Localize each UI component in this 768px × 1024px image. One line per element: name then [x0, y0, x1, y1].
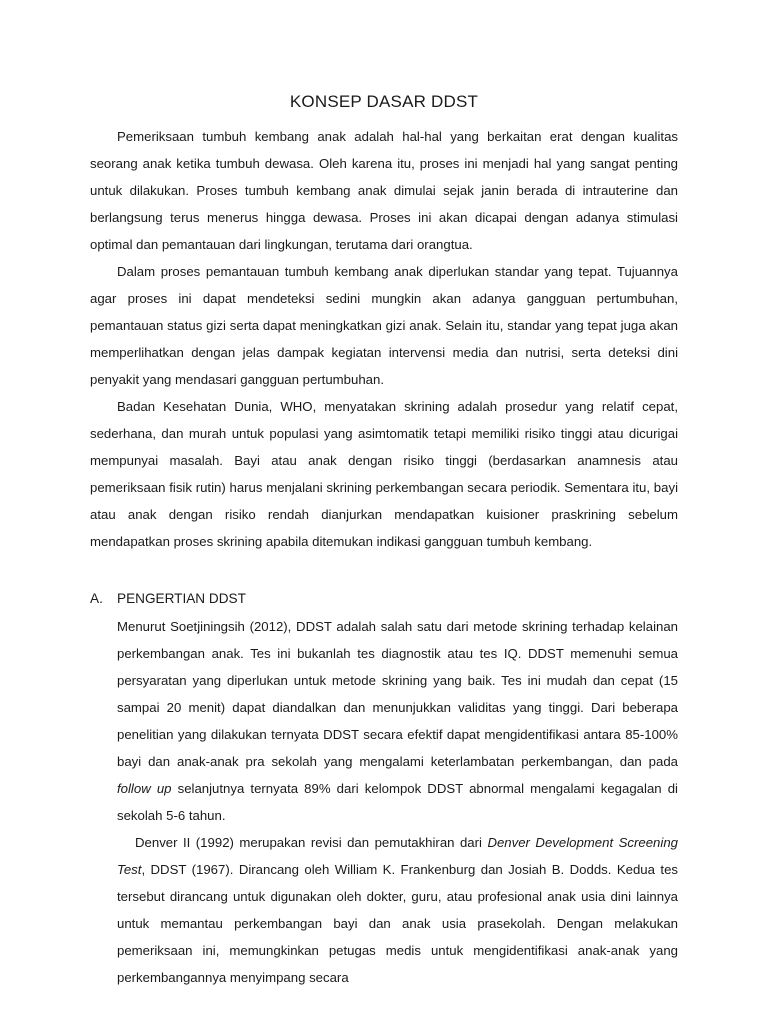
section-p1-text-start: Menurut Soetjiningsih (2012), DDST adalah salah satu dari metode skrining terhadap kelainan perkembangan anak. Tes ini bukanlah tes diagnostik atau tes IQ. DDST memenuhi semua persyaratan yang diperlukan untuk metode skrining yang baik. Tes ini mudah dan cepat (15 sampai 20 menit) dapat diandalkan dan menunjukkan validitas yang tinggi. Dari beberapa penelitian yang dilakukan ternyata DDST secara efektif dapat mengidentifikasi antara 85-100% bayi dan anak-anak pra sekolah yang mengalami keterlambatan perkembangan, dan pada	[117, 619, 678, 769]
document-title: KONSEP DASAR DDST	[289, 92, 479, 111]
section-p1-italic-term: follow up	[117, 781, 172, 796]
intro-paragraph-2: Dalam proses pemantauan tumbuh kembang anak diperlukan standar yang tepat. Tujuannya agar proses ini dapat mendeteksi sedini mungkin akan adanya gangguan pertumbuhan, pemantauan status gizi serta dapat meningkatkan gizi anak. Selain itu, standar yang tepat juga akan memperlihatkan dengan jelas dampak kegiatan intervensi media dan nutrisi, serta deteksi dini penyakit yang mendasari gangguan pertumbuhan.	[90, 264, 678, 387]
document-page	[90, 92, 678, 991]
intro-paragraph-3: Badan Kesehatan Dunia, WHO, menyatakan skrining adalah prosedur yang relatif cepat, sederhana, dan murah untuk populasi yang asimtomatik tetapi memiliki risiko tinggi atau dicurigai mempunyai masalah. Bayi atau anak dengan risiko tinggi (berdasarkan anamnesis atau pemeriksaan fisik rutin) harus menjalani skrining perkembangan secara periodik. Sementara itu, bayi atau anak dengan risiko rendah dianjurkan mendapatkan kuisioner praskrining sebelum mendapatkan proses skrining apabila ditemukan indikasi gangguan tumbuh kembang.	[90, 399, 678, 549]
section-p1-text-end: selanjutnya ternyata 89% dari kelompok DDST abnormal mengalami kegagalan di sekolah 5-6 tahun.	[117, 781, 678, 823]
section-p2-italic-term: Denver Development Screening Test	[117, 835, 678, 877]
section-heading-text: PENGERTIAN DDST	[117, 591, 246, 606]
intro-paragraph-1: Pemeriksaan tumbuh kembang anak adalah hal-hal yang berkaitan erat dengan kualitas seorang anak ketika tumbuh dewasa. Oleh karena itu, proses ini menjadi hal yang sangat penting untuk dilakukan. Proses tumbuh kembang anak dimulai sejak janin berada di intrauterine dan berlangsung terus menerus hingga dewasa. Proses ini akan dicapai dengan adanya stimulasi optimal dan pemantauan dari lingkungan, terutama dari orangtua.	[90, 129, 678, 252]
section-paragraph-2	[117, 829, 678, 991]
section-p2-text-start: Denver II (1992) merupakan revisi dan pemutakhiran dari	[135, 835, 488, 850]
section-p2-text-end: , DDST (1967). Dirancang oleh William K. Frankenburg dan Josiah B. Dodds. Kedua tes tersebut dirancang untuk digunakan oleh dokter, guru, atau profesional anak usia dini lainnya untuk memantau perkembangan bayi dan anak usia prasekolah. Dengan melakukan pemeriksaan ini, memungkinkan petugas medis untuk mengidentifikasi anak-anak yang perkembangannya menyimpang secara	[117, 862, 678, 985]
section-body	[117, 613, 678, 991]
section-heading	[90, 585, 678, 613]
section-letter: A.	[90, 591, 103, 606]
section-paragraph-1	[117, 613, 678, 829]
section-pengertian-ddst	[90, 585, 678, 991]
